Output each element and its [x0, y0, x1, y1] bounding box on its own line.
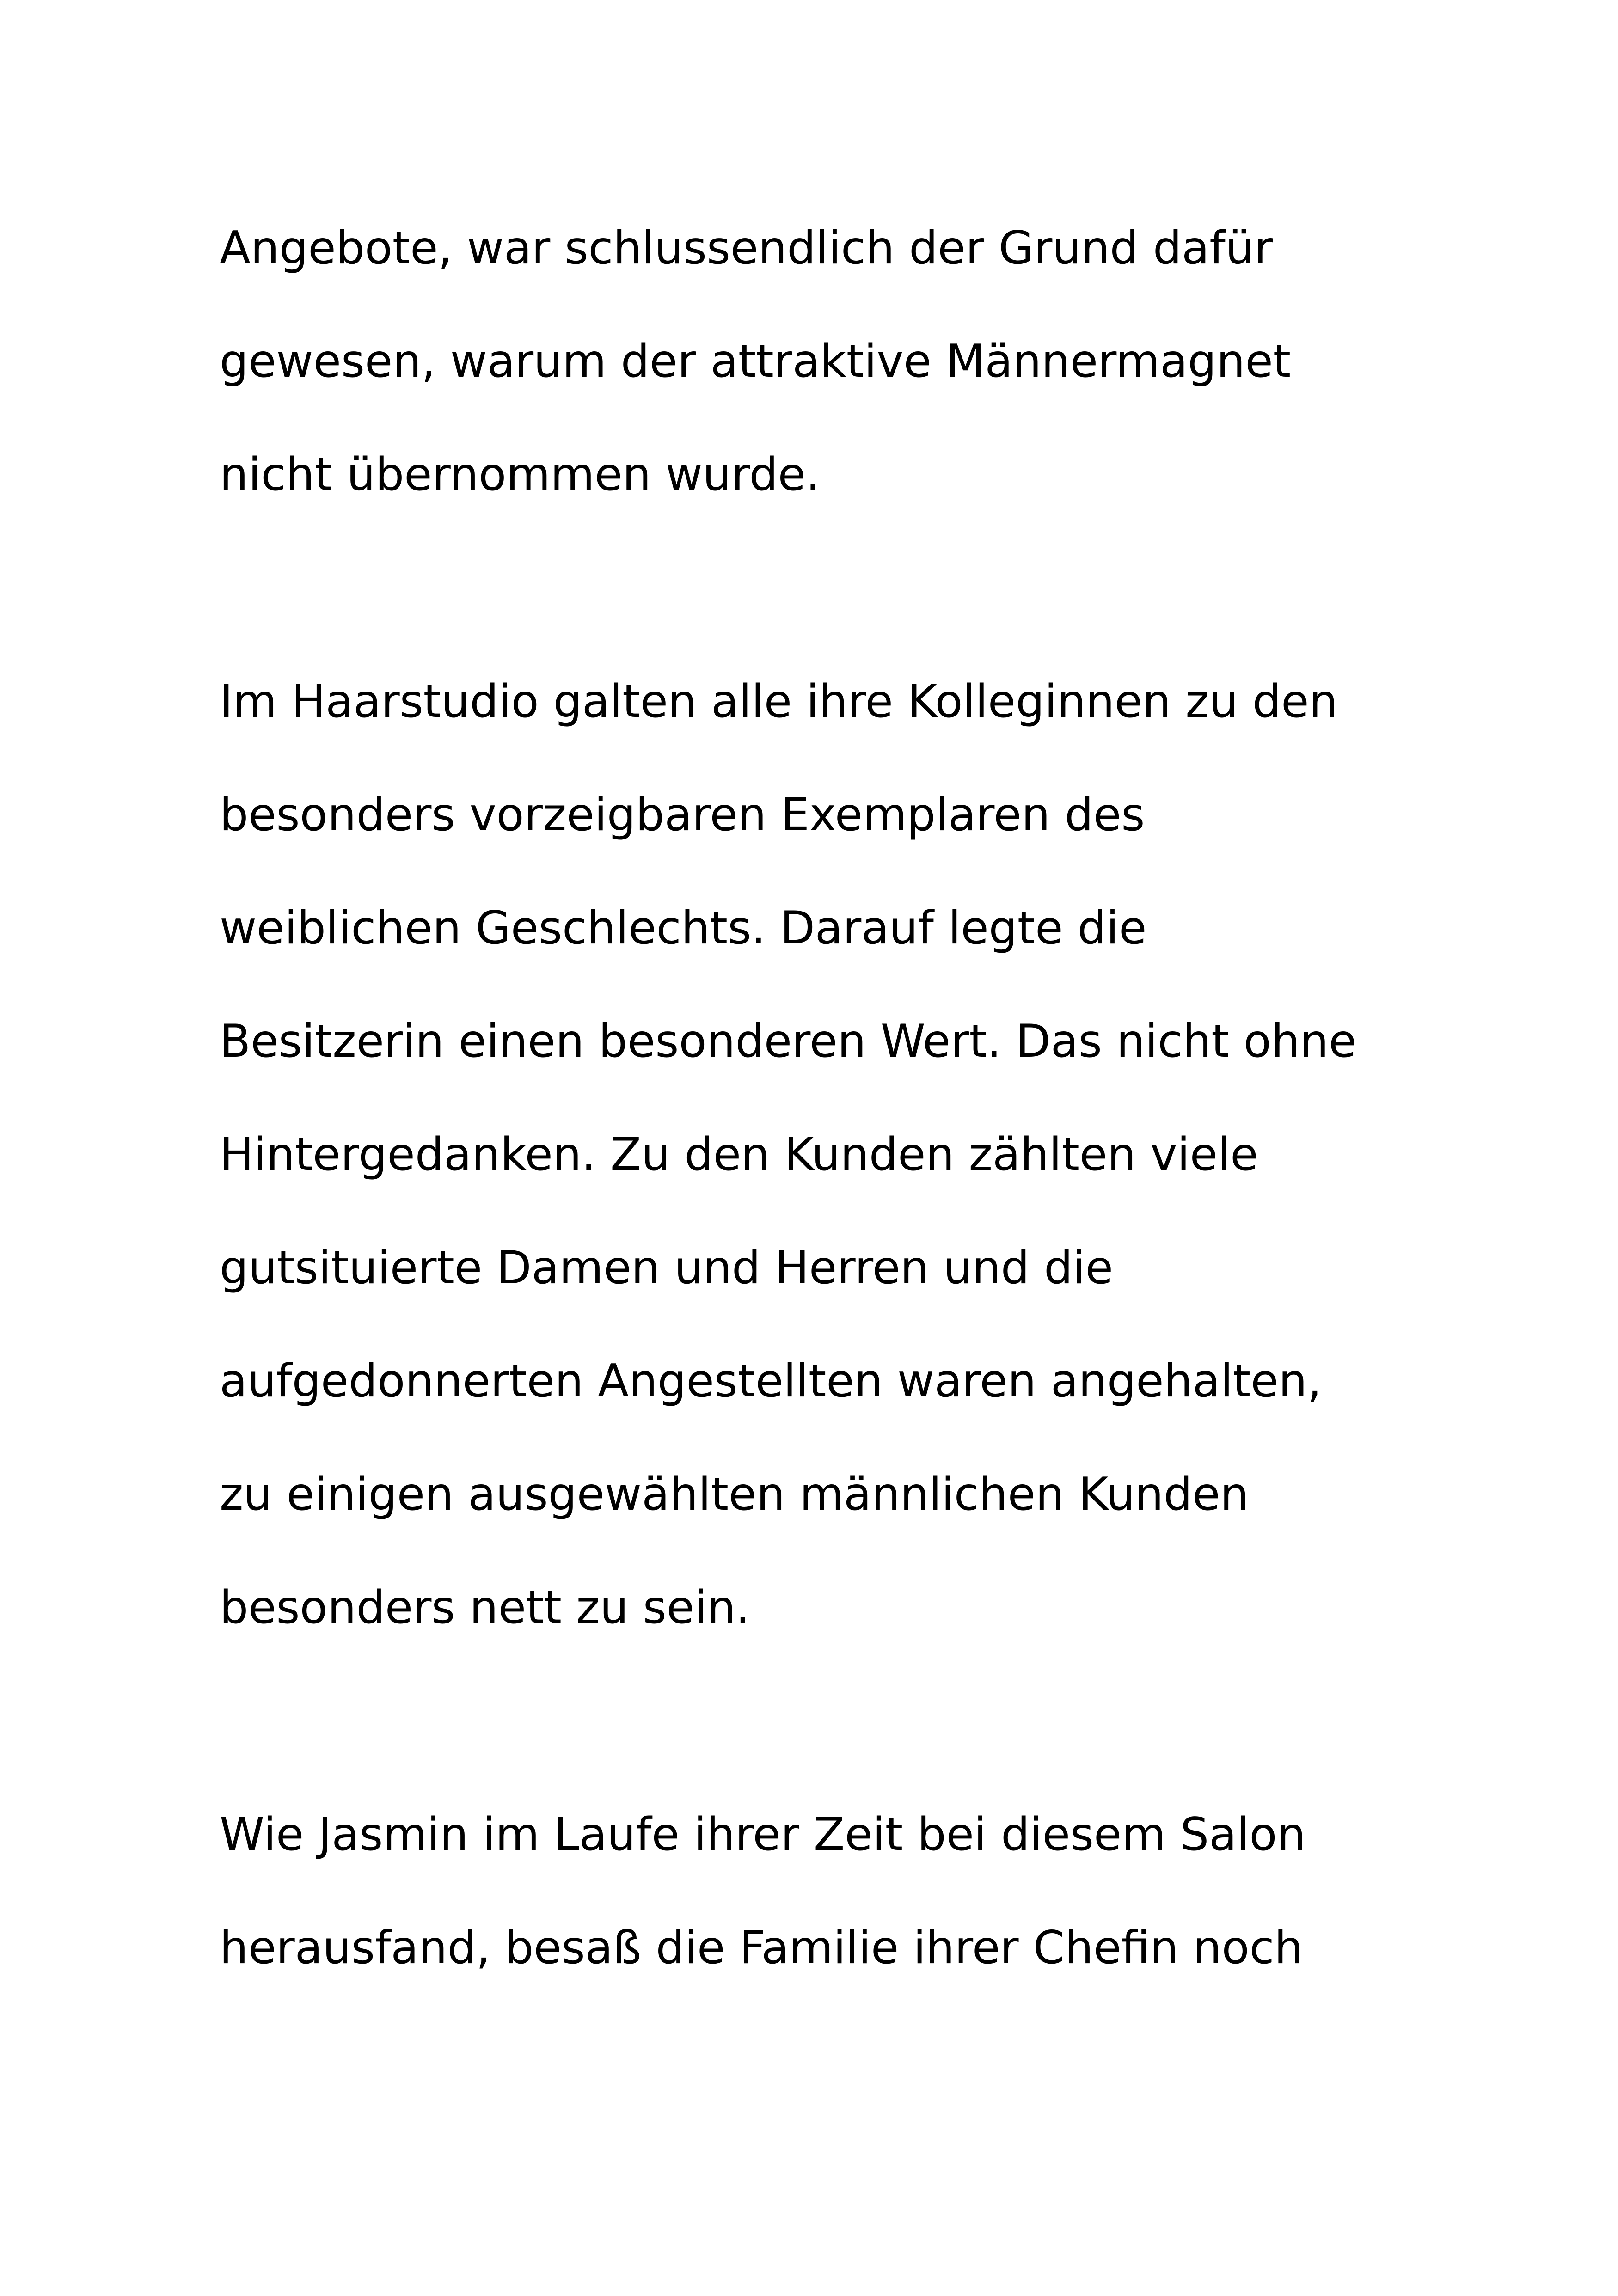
paragraph-2-line-7: aufgedonnerten Angestellten waren angehalten, [220, 1355, 1322, 1408]
paragraph-1-line-1: Angebote, war schlussendlich der Grund dafür [220, 222, 1273, 275]
paragraph-2-line-3: weiblichen Geschlechts. Darauf legte die [220, 902, 1147, 955]
paragraph-1-line-2: gewesen, warum der attraktive Männermagnet [220, 335, 1291, 388]
paragraph-2-line-8: zu einigen ausgewählten männlichen Kunden [220, 1468, 1249, 1521]
paragraph-2-line-9: besonders nett zu sein. [220, 1581, 750, 1634]
paragraph-2-line-6: gutsituierte Damen und Herren und die [220, 1242, 1113, 1294]
paragraph-3-line-2: herausfand, besaß die Familie ihrer Chefin noch [220, 1922, 1303, 1974]
paragraph-1-line-3: nicht übernommen wurde. [220, 448, 821, 501]
paragraph-3-line-1: Wie Jasmin im Laufe ihrer Zeit bei diesem Salon [220, 1808, 1306, 1861]
paragraph-2-line-2: besonders vorzeigbaren Exemplaren des [220, 789, 1145, 841]
paragraph-2-line-5: Hintergedanken. Zu den Kunden zählten viele [220, 1128, 1258, 1181]
paragraph-2-line-1: Im Haarstudio galten alle ihre Kolleginnen zu den [220, 675, 1338, 728]
paragraph-2-line-4: Besitzerin einen besonderen Wert. Das nicht ohne [220, 1015, 1357, 1068]
